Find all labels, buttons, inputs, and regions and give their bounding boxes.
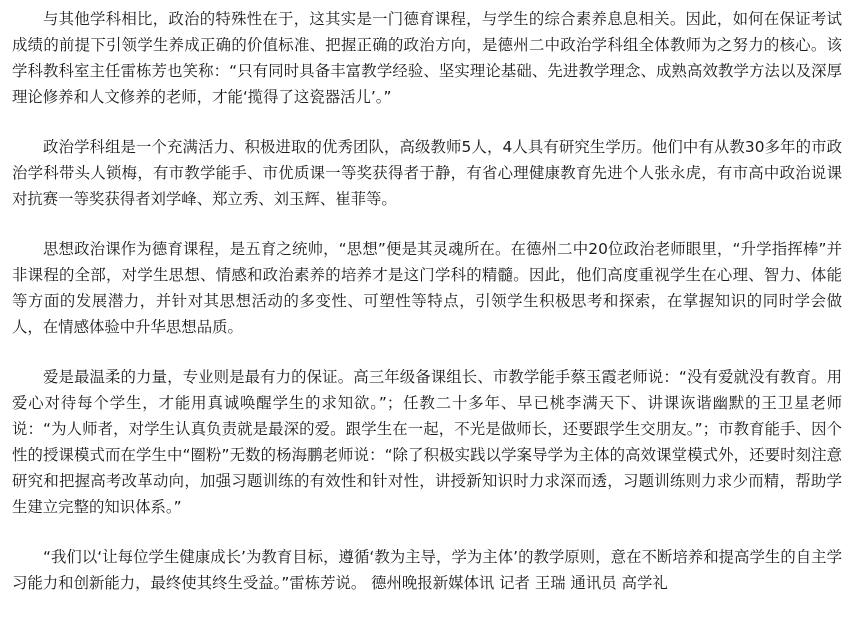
paragraph-closing: “我们以‘让每位学生健康成长’为教育目标，遵循‘教为主导，学为主体’的教学原则，意在不断培养和提高学生的自主学习能力和创新能力，最终使其终生受益。”雷栋芳说。 德州晚报新媒体讯 记者 王瑞 通讯员 高学礼 — [12, 548, 842, 592]
paragraph-teacher-quotes: 爱是最温柔的力量，专业则是最有力的保证。高三年级备课组长、市教学能手蔡玉霞老师说：“没有爱就没有教育。用爱心对待每个学生，才能用真诚唤醒学生的求知欲。”；任教二十多年、早已桃李满天下、讲课诙谐幽默的王卫星老师说：“为人师者，对学生认真负责就是最深的爱。跟学生在一起，不光是做师长，还要跟学生交朋友。”；市教育能手、因个性的授课模式而在学生中“圈粉”无数的杨海鹏老师说：“除了积极实践以学案导学为主体的高效课堂模式外，还要时刻注意研究和把握高考改革动向，加强习题训练的有效性和针对性，讲授新知识时力求深而透，习题训练则力求少而精，帮助学生建立完整的知识体系。” — [12, 368, 842, 516]
paragraph-team: 政治学科组是一个充满活力、积极进取的优秀团队，高级教师5人，4人具有研究生学历。他们中有从教30多年的市政治学科带头人锁梅，有市教学能手、市优质课一等奖获得者于静，有省心理健康教育先进个人张永虎，有市高中政治说课对抗赛一等奖获得者刘学峰、郑立秀、刘玉辉、崔菲等。 — [12, 138, 842, 208]
paragraph-ideology: 思想政治课作为德育课程，是五育之统帅，“思想”便是其灵魂所在。在德州二中20位政治老师眼里，“升学指挥棒”并非课程的全部，对学生思想、情感和政治素养的培养才是这门学科的精髓。因此，他们高度重视学生在心理、智力、体能等方面的发展潜力，并针对其思想活动的多变性、可塑性等特点，引领学生积极思考和探索，在掌握知识的同时学会做人，在情感体验中升华思想品质。 — [12, 240, 842, 336]
article-body — [12, 6, 842, 596]
paragraph-intro: 与其他学科相比，政治的特殊性在于，这其实是一门德育课程，与学生的综合素养息息相关。因此，如何在保证考试成绩的前提下引领学生养成正确的价值标准、把握正确的政治方向，是德州二中政治学科组全体教师为之努力的核心。该学科教科室主任雷栋芳也笑称：“只有同时具备丰富教学经验、坚实理论基础、先进教学理念、成熟高效教学方法以及深厚理论修养和人文修养的老师，才能‘揽得了这瓷器活儿’。” — [12, 10, 842, 106]
